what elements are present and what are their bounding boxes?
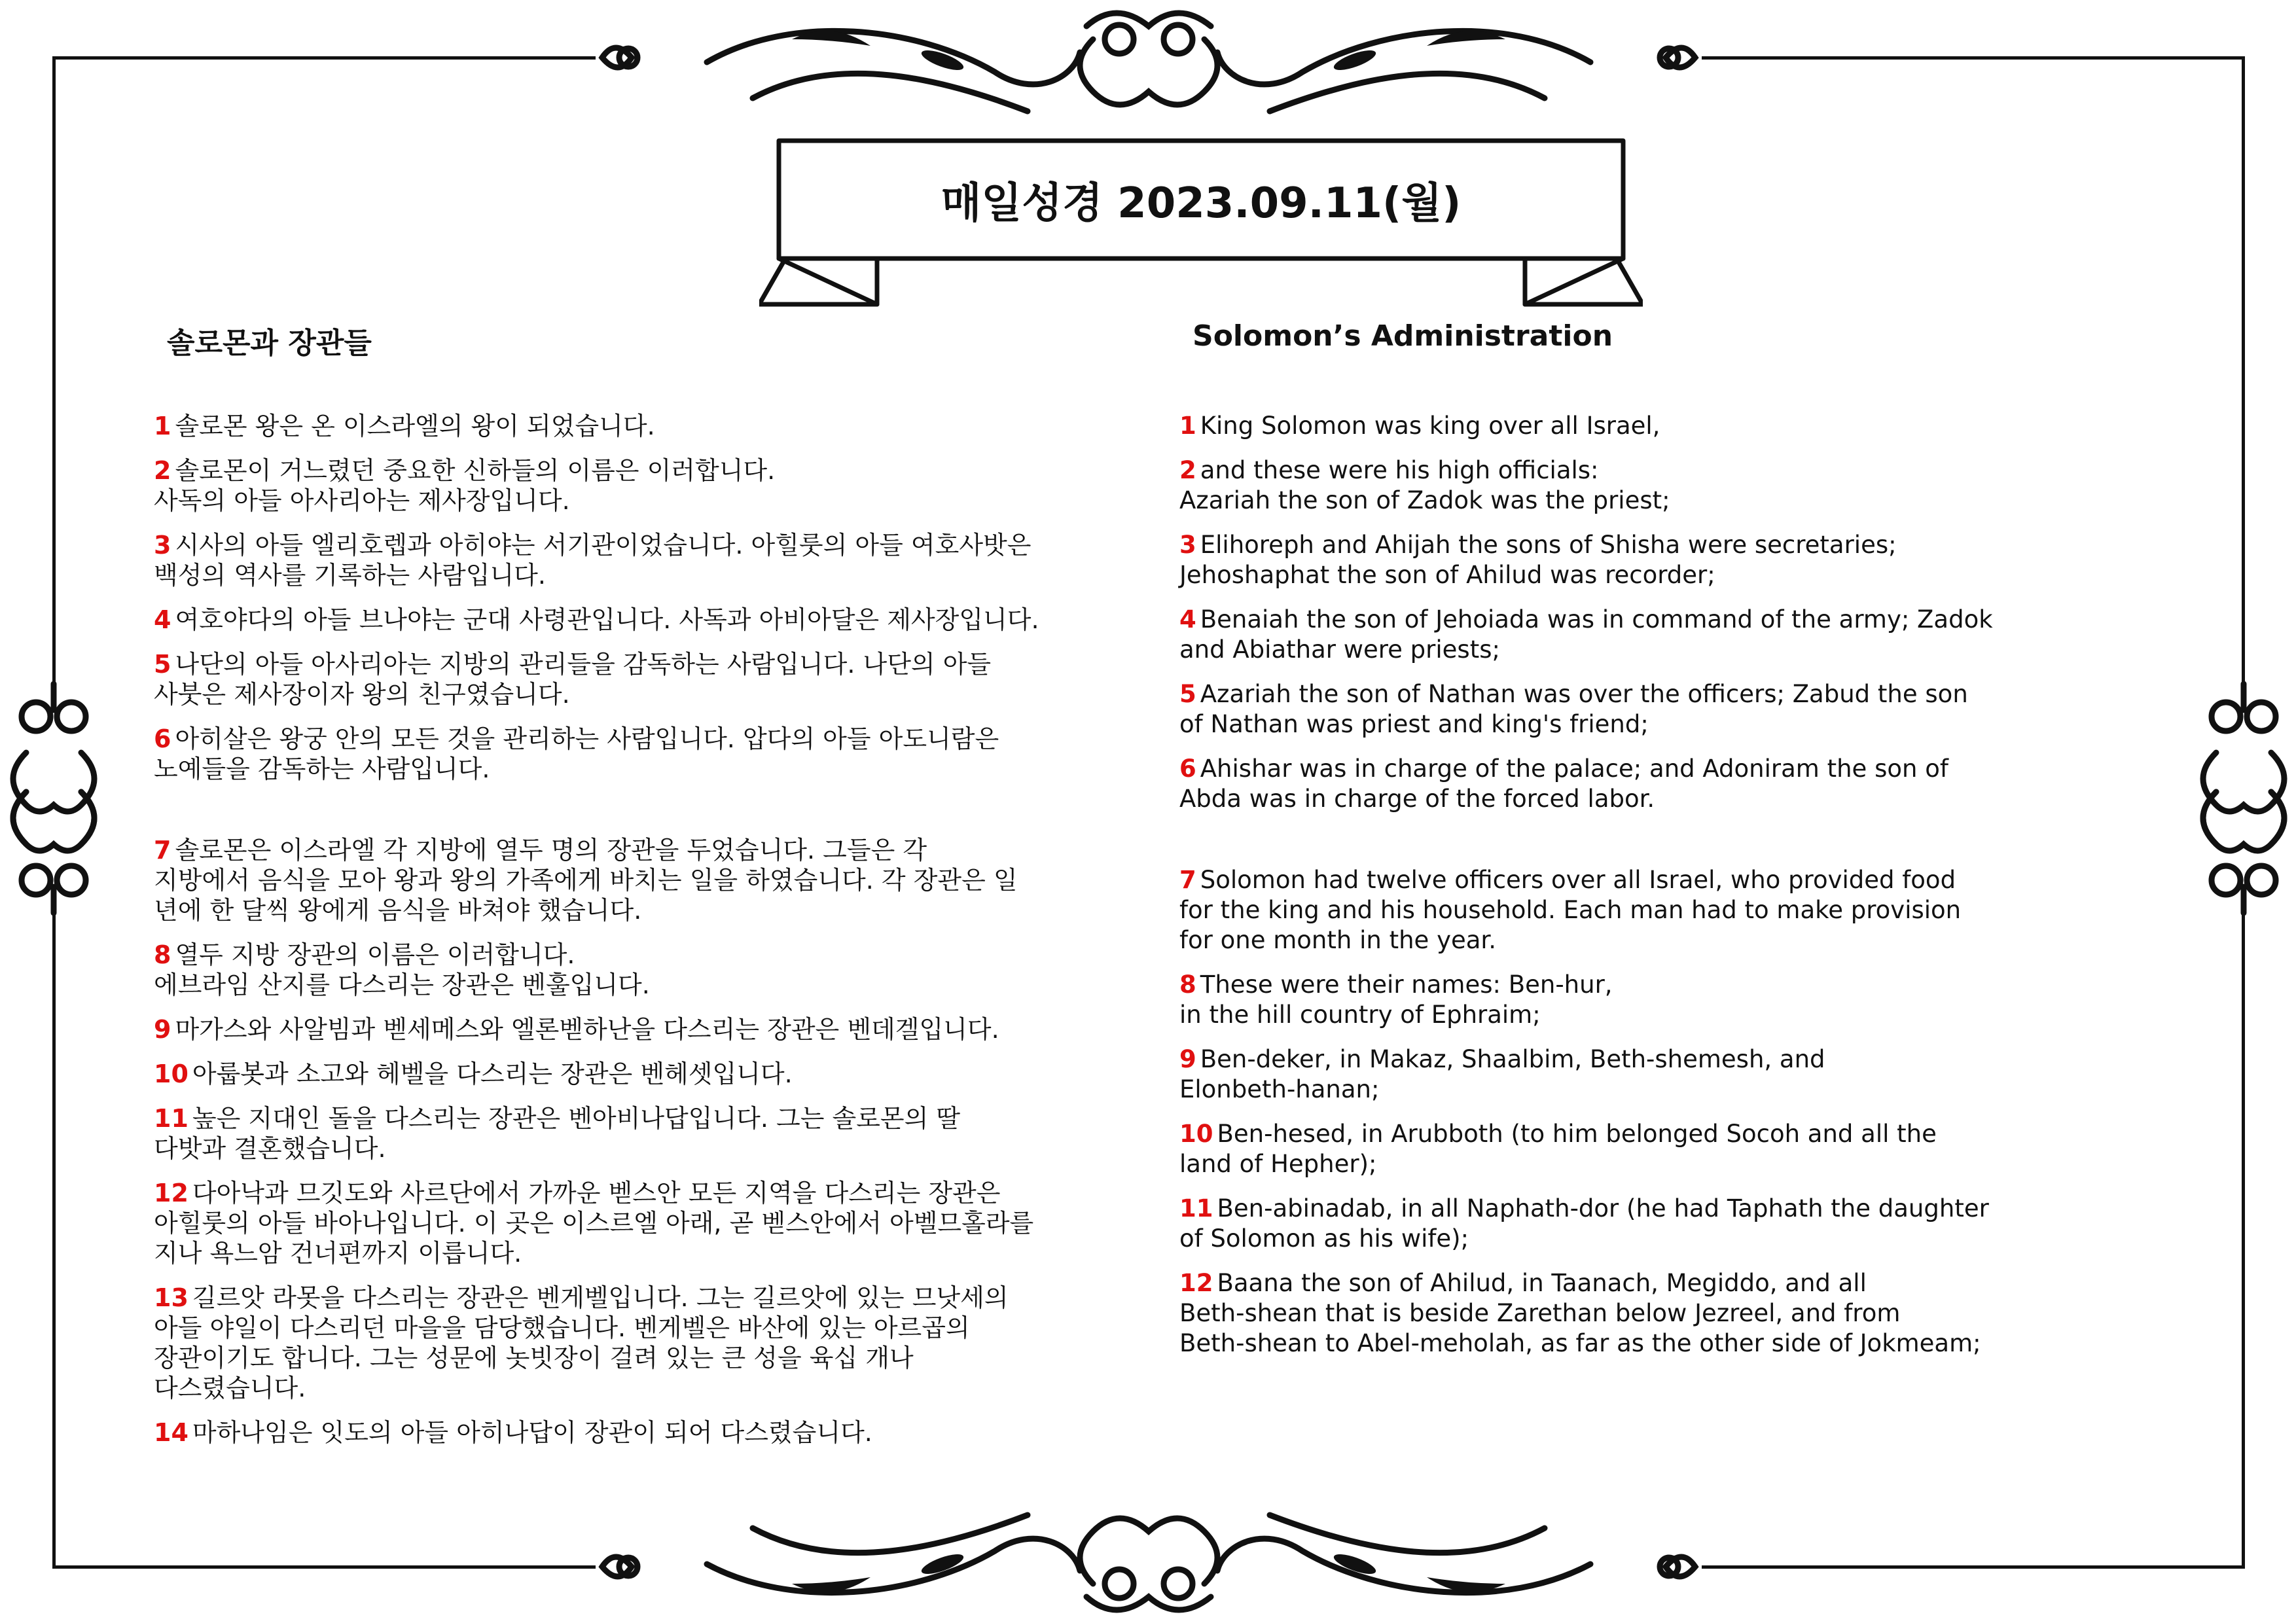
verse-text: Ben-hesed, in Arubboth (to him belonged Socoh and all the land of Hepher); [1179,1120,1937,1178]
verse-number: 2 [1179,456,1196,484]
korean-verse-3 [154,530,1136,590]
korean-verse-9 [154,1014,1136,1044]
verse-number: 12 [154,1179,188,1207]
verse-text: Azariah the son of Nathan was over the officers; Zabud the son of Nathan was priest and king's friend; [1179,680,1968,738]
korean-verse-6 [154,724,1136,784]
verse-text: and these were his high officials: Azariah the son of Zadok was the priest; [1179,456,1670,514]
verse-text: Ben-abinadab, in all Naphath-dor (he had Taphath the daughter of Solomon as his wife); [1179,1194,1989,1253]
korean-verse-14 [154,1418,1136,1448]
verse-number: 1 [154,412,171,440]
korean-verse-column [154,411,1136,1462]
korean-verse-13 [154,1283,1136,1403]
verse-number: 12 [1179,1269,1213,1297]
english-verse-column [1179,411,2155,1373]
verse-text: 시사의 아들 엘리호렙과 아히야는 서기관이었습니다. 아힐룻의 아들 여호사밧은 백성의 역사를 기록하는 사람입니다. [154,531,1031,590]
frame-left-lower-line [52,910,56,1569]
english-verse-12 [1179,1268,2155,1359]
verse-number: 6 [1179,755,1196,783]
verse-text: Baana the son of Ahilud, in Taanach, Megiddo, and all Beth-shean that is beside Zarethan below Jezreel, and from Beth-shean to Abel-meholah, as far as the other side of Jokmeam; [1179,1269,1981,1357]
frame-right-lower-line [2242,910,2245,1569]
verse-text: 여호야다의 아들 브나야는 군대 사령관입니다. 사독과 아비아달은 제사장입니다. [175,605,1039,634]
verse-text: Elihoreph and Ahijah the sons of Shisha were secretaries; Jehoshaphat the son of Ahilud was recorder; [1179,531,1897,589]
page-title: 매일성경 2023.09.11(월) [941,179,1462,228]
verse-number: 7 [154,836,171,865]
english-verse-9 [1179,1044,2155,1105]
english-verse-6 [1179,754,2155,814]
english-verse-4 [1179,605,2155,665]
english-verse-10 [1179,1119,2155,1179]
english-verse-7 [1179,865,2155,955]
verse-number: 4 [1179,605,1196,633]
verse-text: 솔로몬 왕은 온 이스라엘의 왕이 되었습니다. [175,412,655,440]
verse-text: 아히살은 왕궁 안의 모든 것을 관리하는 사람입니다. 압다의 아들 아도니람은 노예들을 감독하는 사람입니다. [154,724,999,783]
top-flourish-ornament [576,0,1721,137]
verse-text: 솔로몬이 거느렸던 중요한 신하들의 이름은 이러합니다. 사독의 아들 아사리아는 제사장입니다. [154,456,776,515]
verse-number: 5 [154,650,171,679]
verse-number: 8 [1179,971,1196,999]
english-verse-2 [1179,455,2155,516]
english-verse-1 [1179,411,2155,441]
verse-text: 솔로몬은 이스라엘 각 지방에 열두 명의 장관을 두었습니다. 그들은 각 지방에서 음식을 모아 왕과 왕의 가족에게 바치는 일을 하였습니다. 각 장관은 일 년에 한 달씩 왕에게 음식을 바쳐야 했습니다. [154,836,1018,925]
korean-section-heading: 솔로몬과 장관들 [167,327,372,360]
verse-text: 마가스와 사알빔과 벧세메스와 엘론벧하난을 다스리는 장관은 벤데겔입니다. [175,1015,999,1044]
verse-number: 8 [154,940,171,969]
korean-verse-5 [154,649,1136,709]
verse-text: King Solomon was king over all Israel, [1200,412,1660,440]
verse-number: 2 [154,456,171,485]
frame-bottom-right-line [1702,1565,2245,1569]
english-section-heading: Solomon’s Administration [1193,319,1613,353]
verse-text: 마하나임은 잇도의 아들 아히나답이 장관이 되어 다스렸습니다. [192,1418,872,1447]
frame-top-left-line [52,56,596,60]
verse-number: 4 [154,605,171,634]
frame-top-right-line [1702,56,2245,60]
verse-text: 높은 지대인 돌을 다스리는 장관은 벤아비나답입니다. 그는 솔로몬의 딸 다밧과 결혼했습니다. [154,1104,961,1163]
korean-verse-2 [154,455,1136,516]
verse-number: 11 [1179,1194,1213,1222]
verse-number: 9 [1179,1045,1196,1073]
korean-verse-8 [154,940,1136,1000]
verse-number: 1 [1179,412,1196,440]
verse-number: 11 [154,1104,188,1133]
verse-text: Ben-deker, in Makaz, Shaalbim, Beth-shemesh, and Elonbeth-hanan; [1179,1045,1825,1103]
english-verse-11 [1179,1194,2155,1254]
frame-bottom-left-line [52,1565,596,1569]
verse-number: 5 [1179,680,1196,708]
verse-number: 9 [154,1015,171,1044]
verse-number: 10 [1179,1120,1213,1148]
left-side-ornament [0,681,111,916]
bottom-flourish-ornament [576,1499,1721,1623]
korean-verse-1 [154,411,1136,441]
verse-number: 3 [154,531,171,560]
verse-number: 14 [154,1418,188,1447]
korean-verse-11 [154,1103,1136,1164]
verse-text: Ahishar was in charge of the palace; and Adoniram the son of Abda was in charge of the forced labor. [1179,755,1948,813]
korean-verse-10 [154,1059,1136,1089]
english-verse-5 [1179,679,2155,740]
verse-number: 6 [154,724,171,753]
right-side-ornament [2186,681,2296,916]
frame-left-upper-line [52,56,56,685]
english-verse-8 [1179,970,2155,1030]
verse-text: These were their names: Ben-hur, in the hill country of Ephraim; [1179,971,1613,1029]
verse-text: Benaiah the son of Jehoiada was in command of the army; Zadok and Abiathar were priests; [1179,605,1993,664]
verse-number: 3 [1179,531,1196,559]
verse-text: 다아낙과 므깃도와 사르단에서 가까운 벧스안 모든 지역을 다스리는 장관은 아힐룻의 아들 바아나입니다. 이 곳은 이스르엘 아래, 곧 벧스안에서 아벨므홀라를 지나 욕느암 건너편까지 이릅니다. [154,1179,1034,1268]
korean-verse-4 [154,605,1136,635]
verse-number: 10 [154,1060,188,1088]
verse-number: 7 [1179,866,1196,894]
verse-text: 나단의 아들 아사리아는 지방의 관리들을 감독하는 사람입니다. 나단의 아들 사붓은 제사장이자 왕의 친구였습니다. [154,650,992,709]
english-verse-3 [1179,530,2155,590]
verse-text: Solomon had twelve officers over all Israel, who provided food for the king and his household. Each man had to make provision for one month in the year. [1179,866,1962,954]
verse-text: 아룹봇과 소고와 헤벨을 다스리는 장관은 벤헤셋입니다. [192,1060,793,1088]
verse-text: 열두 지방 장관의 이름은 이러합니다. 에브라임 산지를 다스리는 장관은 벤훌입니다. [154,940,650,999]
verse-number: 13 [154,1283,188,1312]
korean-verse-12 [154,1178,1136,1268]
frame-right-upper-line [2242,56,2245,685]
korean-verse-7 [154,835,1136,925]
verse-text: 길르앗 라못을 다스리는 장관은 벤게벨입니다. 그는 길르앗에 있는 므낫세의 아들 야일이 다스리던 마을을 담당했습니다. 벤게벨은 바산에 있는 아르곱의 장관이기도 합니다. 그는 성문에 놋빗장이 걸려 있는 큰 성을 육십 개나 다스렸습니다. [154,1283,1009,1402]
